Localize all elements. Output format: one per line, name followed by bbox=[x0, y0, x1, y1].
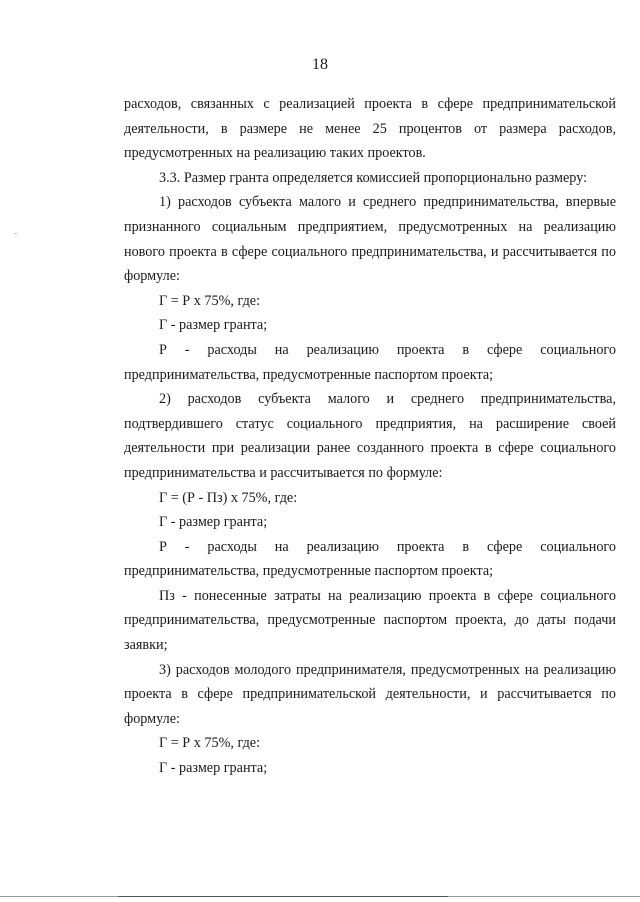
paragraph-continuation: расходов, связанных с реализацией проекта в сфере предпринимательской деятельности, в размере не менее 25 процентов от размера расходов, предусмотренных на реализацию таких проектов. bbox=[124, 96, 616, 162]
paragraph-item-2: 2) расходов субъекта малого и среднего предпринимательства, подтвердившего статус социального предприятия, на расширение своей деятельности при реализации ранее созданного проекта в сфере социального предпринимательства и рассчитывается по формуле: bbox=[124, 391, 616, 481]
formula-2: Г = (Р - Пз) х 75%, где: bbox=[159, 489, 298, 506]
paragraph-item-3: 3) расходов молодого предпринимателя, предусмотренных на реализацию проекта в сфере предпринимательской деятельности, и рассчитывается по формуле: bbox=[124, 661, 616, 727]
formula-3-definition-g: Г - размер гранта; bbox=[159, 760, 268, 777]
document-body bbox=[124, 92, 616, 781]
formula-1: Г = Р х 75%, где: bbox=[159, 292, 261, 309]
page-number: 18 bbox=[312, 56, 328, 73]
scan-speck bbox=[14, 233, 17, 234]
paragraph-clause-3-3: 3.3. Размер гранта определяется комиссией пропорционально размеру: bbox=[159, 169, 588, 186]
formula-2-definition-g: Г - размер гранта; bbox=[159, 514, 268, 531]
formula-1-definition-r: Р - расходы на реализацию проекта в сфере социального предпринимательства, предусмотренные паспортом проекта; bbox=[124, 341, 616, 383]
formula-2-definition-pz: Пз - понесенные затраты на реализацию проекта в сфере социального предпринимательства, предусмотренные паспортом проекта, до даты подачи заявки; bbox=[124, 587, 616, 654]
formula-1-definition-g: Г - размер гранта; bbox=[159, 317, 268, 334]
formula-3: Г = Р х 75%, где: bbox=[159, 735, 261, 752]
scan-bottom-edge-dark bbox=[118, 896, 448, 897]
paragraph-item-1: 1) расходов субъекта малого и среднего предпринимательства, впервые признанного социальным предприятием, предусмотренных на реализацию нового проекта в сфере социального предпринимательства, и рассчитывается по формуле: bbox=[124, 194, 616, 285]
formula-2-definition-r: Р - расходы на реализацию проекта в сфере социального предпринимательства, предусмотренные паспортом проекта; bbox=[124, 538, 616, 580]
